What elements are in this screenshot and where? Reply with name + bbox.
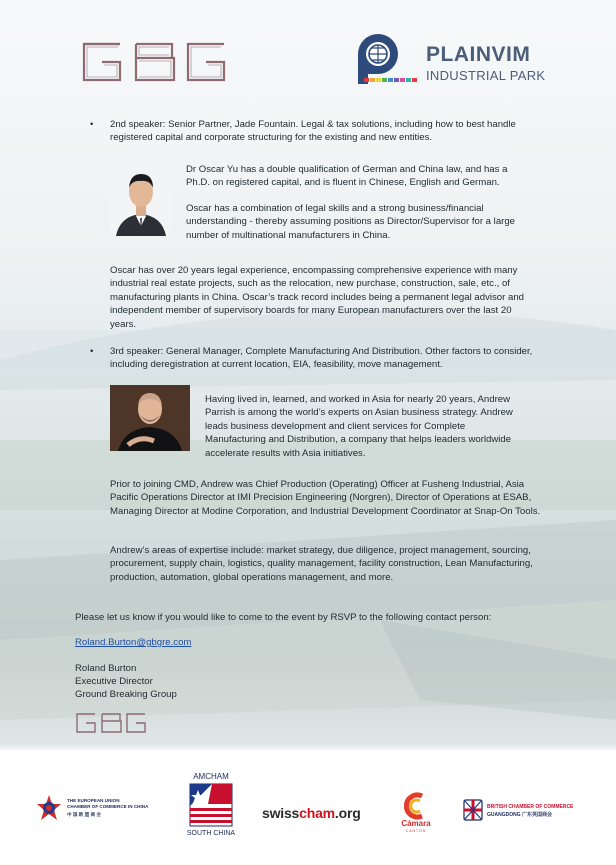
speaker3-bio-3: Andrew’s areas of expertise include: market strategy, due diligence, project management, sourcing, procurement, supply chain, logistics, quality management, facility construction, Lean Manufacturing, production, automation, global operations management, and more. [110,545,533,583]
speaker2-photo [110,160,172,236]
british-chamber-line2: GUANGDONG 广东英国商会 [487,812,553,818]
eu-chamber-line3: 中 国 欧 盟 商 会 [67,812,101,817]
amcham-logo [188,772,234,842]
camara-text: Cámara [401,819,431,828]
camara-logo [396,792,436,836]
british-chamber-logo [462,798,582,824]
eu-chamber-line1: THE EUROPEAN UNION [67,798,120,803]
swisscham-text-c: .org [334,805,361,821]
sponsor-logos-strip [0,750,616,865]
plainvim-subtitle: INDUSTRIAL PARK [426,68,546,83]
camara-emblem-icon [396,792,436,820]
speaker2-bio-2: Oscar has a combination of legal skills and a strong business/financial understanding - thereby assuming positions as Director/Supervisor for a large number of multinational manufacturers in China. [186,203,516,241]
speaker3-bio-1: Having lived in, learned, and worked in Asia for nearly 20 years, Andrew Parrish is among the world’s experts on Asian business strategy. Andrew leads business development and client services for Complete Manufacturing and Distribution, a company that helps leaders worldwide accelerate results with Asia initiatives. [205,394,513,459]
amcham-top-text: AMCHAM [193,772,229,781]
eu-chamber-emblem-icon [35,794,63,822]
swisscham-text-a: swiss [262,805,300,821]
amcham-flag-icon [188,782,234,828]
amcham-bottom-text: SOUTH CHINA [186,830,236,837]
rsvp-intro: Please let us know if you would like to come to the event by RSVP to the following contact person: [75,612,492,623]
speaker2-bio-1: Dr Oscar Yu has a double qualification of German and China law, and has a Ph.D. on registered capital, and is fluent in Chinese, English and German. [186,164,508,189]
swisscham-text-b: cham [299,805,335,821]
plainvim-globe-icon [350,32,422,90]
eu-chamber-logo [35,794,165,824]
speaker2-bio-3: Oscar has over 20 years legal experience, encompassing comprehensive experience with many industrial real estate projects, such as the relocation, new purchase, construction, sale, etc., of manufacturing plants in China. Oscar’s track record includes being a permanent legal advisor and independent member of supervisory boards for many European manufacturers over the last 20 years. [110,265,525,330]
speaker2-heading: • 2nd speaker: Senior Partner, Jade Fountain. Legal & tax solutions, including how to best handle registered capital and corporate structuring for the existing and new entities. [110,118,540,145]
contact-organization: Ground Breaking Group [75,689,177,700]
contact-title: Executive Director [75,676,153,687]
speaker3-photo [110,385,190,451]
british-chamber-line1: BRITISH CHAMBER OF COMMERCE [487,804,574,810]
british-chamber-emblem-icon [462,798,484,822]
gbg-logo-small [75,712,147,734]
camara-sub-text: CANTÓN [405,829,427,833]
plainvim-name: PLAINVIM [426,43,531,66]
eu-chamber-line2: CHAMBER OF COMMERCE IN CHINA [67,804,149,809]
speaker3-bio-2: Prior to joining CMD, Andrew was Chief Production (Operating) Officer at Fusheng Industrial, Asia Pacific Operations Director at IMI Precision Engineering (Norgren), Director of Operations at ESAB, Managing Director at Modine Corporation, and Industrial Development Coordinator at Snap-On Tools. [110,479,541,517]
gbg-logo [80,40,232,84]
swisscham-logo [262,805,361,821]
contact-name: Roland Burton [75,663,137,674]
plainvim-logo [350,32,590,90]
speaker3-heading: • 3rd speaker: General Manager, Complete Manufacturing And Distribution. Other factors to consider, including deregistration at current location, EIA, feasibility, move management. [110,345,540,372]
contact-email-link[interactable]: Roland.Burton@gbgre.com [75,637,192,648]
